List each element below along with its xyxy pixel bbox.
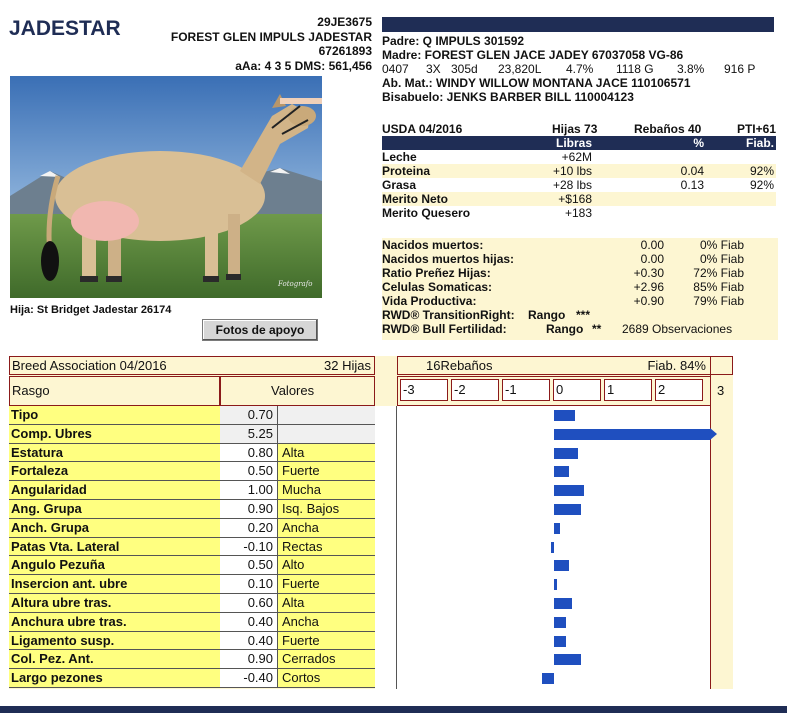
usda-row	[382, 206, 776, 220]
usda-header	[382, 122, 776, 136]
scale-tick: -2	[451, 379, 499, 401]
trait-desc: Ancha	[278, 519, 375, 538]
breed-header-left	[9, 356, 375, 375]
trait-value: -0.10	[220, 538, 278, 557]
health-row-fiab: 72% Fiab	[693, 266, 744, 280]
usda-col-libras: Libras	[555, 136, 592, 150]
trait-bar	[551, 542, 554, 553]
trait-name: Comp. Ubres	[9, 425, 220, 444]
trait-bar	[554, 598, 572, 609]
col-rasgo-label: Rasgo	[12, 383, 50, 398]
usda-row-libras: +10 lbs	[552, 164, 592, 178]
health-row-value: 0.00	[640, 252, 664, 266]
usda-row-label: Leche	[382, 150, 417, 164]
trait-value: 1.00	[220, 481, 278, 500]
trait-value: 0.80	[220, 444, 278, 463]
health-row	[382, 252, 778, 266]
health-row-label: Vida Productiva:	[382, 294, 477, 308]
pedigree-block	[382, 34, 782, 104]
health-row-label: Nacidos muertos hijas:	[382, 252, 515, 266]
bull-fert-stars: **	[592, 322, 602, 336]
trait-bar	[554, 485, 584, 496]
fotos-de-apoyo-button[interactable]: Fotos de apoyo	[202, 319, 318, 341]
breed-hijas: 32 Hijas	[324, 358, 371, 373]
pedigree-bisabuelo: Bisabuelo: JENKS BARBER BILL 110004123	[382, 90, 634, 104]
health-block	[382, 238, 778, 340]
trait-bar	[554, 579, 557, 590]
trait-desc: Fuerte	[278, 575, 375, 594]
trait-desc: Cerrados	[278, 650, 375, 669]
header-navy-bar	[382, 17, 774, 32]
health-row-value: +0.30	[633, 266, 664, 280]
usda-row-libras: +28 lbs	[552, 178, 592, 192]
transition-rango: Rango	[528, 308, 566, 322]
trait-bar	[554, 466, 569, 477]
trait-bar	[554, 429, 710, 440]
trait-value: 0.40	[220, 613, 278, 632]
transition-stars: ***	[576, 308, 591, 322]
bull-fert-label: RWD® Bull Fertilidad:	[382, 322, 507, 336]
breed-header-right	[397, 356, 733, 375]
trait-value: 0.50	[220, 556, 278, 575]
usda-row	[382, 150, 776, 164]
bull-aaa-dms: aAa: 4 3 5 DMS: 561,456	[235, 58, 372, 73]
trait-name: Insercion ant. ubre	[9, 575, 220, 594]
trait-name: Fortaleza	[9, 462, 220, 481]
breed-title: Breed Association 04/2016	[12, 358, 167, 373]
trait-value: 0.90	[220, 650, 278, 669]
usda-row-label: Grasa	[382, 178, 417, 192]
trait-value: 0.40	[220, 632, 278, 651]
pedigree-padre: Padre: Q IMPULS 301592	[382, 34, 525, 48]
bull-fertility-row	[382, 322, 778, 336]
health-row	[382, 294, 778, 308]
usda-row-label: Merito Quesero	[382, 206, 471, 220]
trait-name: Estatura	[9, 444, 220, 463]
trait-bar	[554, 448, 578, 459]
scale-tick: 0	[553, 379, 601, 401]
bull-full-name: FOREST GLEN IMPULS JADESTAR	[170, 29, 372, 44]
scale-tick: 3	[717, 383, 725, 398]
trait-bar	[554, 560, 569, 571]
gap-column	[375, 406, 397, 689]
photo-caption: Hija: St Bridget Jadestar 26174	[10, 304, 172, 316]
health-row-label: Celulas Somaticas:	[382, 280, 493, 294]
prod-milkings: 3X	[426, 62, 441, 76]
trait-name: Anchura ubre tras.	[9, 613, 220, 632]
usda-col-pct: %	[693, 136, 704, 150]
health-row-fiab: 85% Fiab	[693, 280, 744, 294]
prod-protein-pct: 3.8%	[677, 62, 705, 76]
trait-value: -0.40	[220, 669, 278, 688]
trait-bar	[554, 523, 560, 534]
usda-title: USDA 04/2016	[382, 122, 463, 136]
prod-days: 305d	[451, 62, 478, 76]
trait-desc: Fuerte	[278, 462, 375, 481]
trait-bar	[542, 673, 554, 684]
trait-desc: Cortos	[278, 669, 375, 688]
trait-desc: Fuerte	[278, 632, 375, 651]
trait-desc: Alto	[278, 556, 375, 575]
bull-fert-obs: 2689 Observaciones	[622, 322, 733, 336]
trait-desc: Isq. Bajos	[278, 500, 375, 519]
usda-hijas: Hijas 73	[552, 122, 598, 136]
trait-value: 0.70	[220, 406, 278, 425]
trait-name: Tipo	[9, 406, 220, 425]
usda-rebanos: Rebaños 40	[634, 122, 702, 136]
trait-desc	[278, 406, 375, 425]
pedigree-production	[382, 62, 782, 76]
trait-desc	[278, 425, 375, 444]
bull-name: JADESTAR	[9, 17, 121, 40]
trait-desc: Rectas	[278, 538, 375, 557]
scale-tick: -3	[400, 379, 448, 401]
usda-row-label: Proteina	[382, 164, 431, 178]
trait-value: 5.25	[220, 425, 278, 444]
usda-row-libras: +62M	[561, 150, 592, 164]
usda-row-pct: 0.04	[680, 164, 704, 178]
health-rows	[382, 238, 778, 308]
usda-rows	[382, 150, 776, 220]
trait-value: 0.90	[220, 500, 278, 519]
trait-name: Angularidad	[9, 481, 220, 500]
usda-row-pct: 0.13	[680, 178, 704, 192]
trait-bar	[554, 410, 575, 421]
trait-bar	[554, 617, 566, 628]
pedigree-ab-mat: Ab. Mat.: WINDY WILLOW MONTANA JACE 110106571	[382, 76, 691, 90]
trait-desc: Alta	[278, 444, 375, 463]
health-row-label: Ratio Preñez Hijas:	[382, 266, 491, 280]
health-row-fiab: 79% Fiab	[693, 294, 744, 308]
usda-pti: PTI+61	[736, 122, 776, 136]
breed-fiab: Fiab. 84%	[647, 358, 706, 373]
usda-row	[382, 164, 776, 178]
usda-row-libras: +183	[564, 206, 592, 220]
transition-right-row	[382, 308, 778, 322]
usda-col-fiab: Fiab.	[745, 136, 774, 150]
photographer-watermark: Fotografo	[278, 280, 313, 288]
trait-bar	[554, 504, 581, 515]
health-row-value: +2.96	[633, 280, 664, 294]
usda-row-fiab: 92%	[749, 178, 774, 192]
health-row-value: +0.90	[633, 294, 664, 308]
pedigree-madre: Madre: FOREST GLEN JACE JADEY 67037058 VG-86	[382, 48, 684, 62]
prod-date: 0407	[382, 62, 409, 76]
bull-code: 29JE3675	[317, 15, 372, 29]
usda-row	[382, 192, 776, 206]
health-row	[382, 280, 778, 294]
trait-name: Col. Pez. Ant.	[9, 650, 220, 669]
col-valores-header	[220, 376, 375, 406]
transition-label: RWD® TransitionRight:	[382, 308, 515, 322]
health-row	[382, 238, 778, 252]
health-row-fiab: 0% Fiab	[699, 252, 744, 266]
trait-value: 0.20	[220, 519, 278, 538]
trait-desc: Mucha	[278, 481, 375, 500]
trait-desc: Ancha	[278, 613, 375, 632]
trait-name: Ligamento susp.	[9, 632, 220, 651]
daughter-photo	[10, 76, 322, 298]
bull-reg-number: 67261893	[318, 44, 372, 58]
footer-navy-bar	[0, 706, 787, 713]
health-row-fiab: 0% Fiab	[699, 238, 744, 252]
usda-row-fiab: 92%	[749, 164, 774, 178]
bull-id-block	[140, 15, 372, 73]
prod-protein-kg: 916 P	[724, 62, 756, 76]
trait-value: 0.50	[220, 462, 278, 481]
trait-name: Anch. Grupa	[9, 519, 220, 538]
trait-desc: Alta	[278, 594, 375, 613]
col-valores-label: Valores	[271, 383, 315, 398]
prod-liters: 23,820L	[498, 62, 542, 76]
bull-fert-rango: Rango	[546, 322, 584, 336]
scale-tick: -1	[502, 379, 550, 401]
table-right-border	[710, 356, 711, 689]
trait-bar	[554, 654, 581, 665]
health-row-value: 0.00	[640, 238, 664, 252]
health-row	[382, 266, 778, 280]
col-rasgo-header	[9, 376, 220, 406]
scale-tick: 2	[655, 379, 703, 401]
scale-tick: 1	[604, 379, 652, 401]
trait-bar	[554, 636, 566, 647]
prod-fat-pct: 4.7%	[566, 62, 594, 76]
trait-name: Altura ubre tras.	[9, 594, 220, 613]
trait-name: Largo pezones	[9, 669, 220, 688]
trait-bar-arrow	[710, 428, 717, 440]
trait-value: 0.10	[220, 575, 278, 594]
usda-row-label: Merito Neto	[382, 192, 448, 206]
trait-name: Patas Vta. Lateral	[9, 538, 220, 557]
trait-value: 0.60	[220, 594, 278, 613]
prod-fat-kg: 1118 G	[616, 62, 654, 76]
breed-rebanos: 16Rebaños	[426, 358, 493, 373]
trait-name: Ang. Grupa	[9, 500, 220, 519]
usda-row-libras: +$168	[558, 192, 592, 206]
health-row-label: Nacidos muertos:	[382, 238, 484, 252]
trait-name: Angulo Pezuña	[9, 556, 220, 575]
usda-col-header	[382, 136, 776, 150]
usda-row	[382, 178, 776, 192]
